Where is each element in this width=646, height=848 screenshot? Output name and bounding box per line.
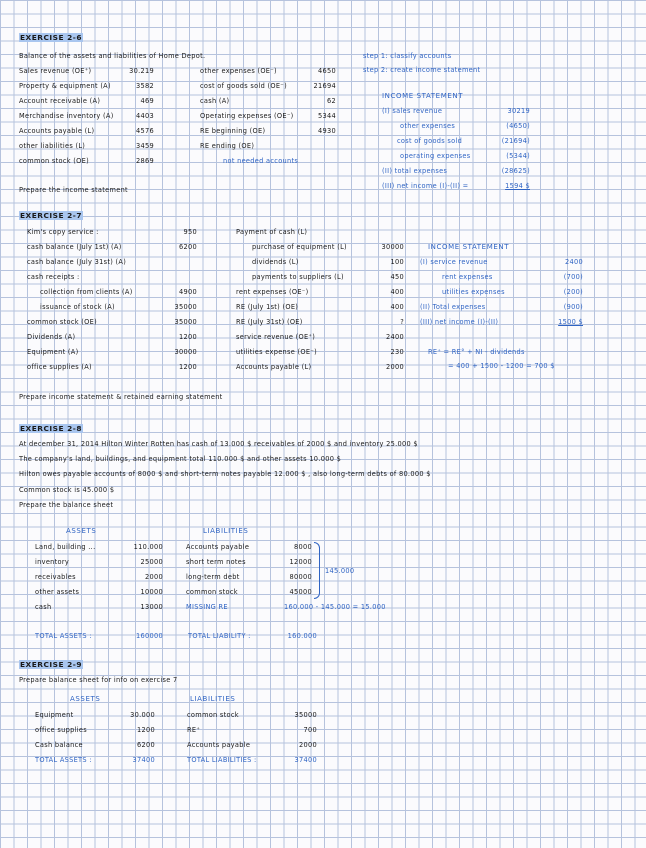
ex6-row: Merchandise inventory (A) 4403 [19, 112, 154, 120]
ex9-total-assets: 37400 [132, 756, 155, 764]
ex7-row: RE (July 1st) (OE) 400 [236, 303, 404, 311]
ex6-row: other expenses (OE⁻) 4650 [200, 67, 336, 75]
asset-row: other assets 10000 [35, 588, 163, 596]
ex9-total-liab-label: TOTAL LIABILITIES : [187, 756, 257, 764]
ex6-row: cost of goods sold (OE⁻) 21694 [200, 82, 336, 90]
ex7-row: collection from clients (A) 4900 [40, 288, 197, 296]
ex7-row: RE (July 31st) (OE) ? [236, 318, 404, 326]
asset-row: office supplies 1200 [35, 726, 155, 734]
inc-value: (900) [563, 303, 583, 311]
ex9-assets-title: ASSETS [70, 695, 101, 703]
ex7-row: utilities expense (OE⁻) 230 [236, 348, 404, 356]
ex7-row: purchase of equipment (L) 30000 [252, 243, 404, 251]
ex8-title: EXERCISE 2-8 [20, 424, 82, 433]
inc-value: (700) [563, 273, 583, 281]
ex6-income-title: INCOME STATEMENT [382, 92, 464, 100]
inc-value: 30219 [507, 107, 530, 115]
inc-label: other expenses [400, 122, 456, 130]
net-income-value: 1594 $ [505, 182, 530, 190]
ex7-row: office supplies (A) 1200 [27, 363, 197, 371]
ex7-title: EXERCISE 2-7 [20, 211, 82, 220]
ex8-total-liab: 160.000 [287, 632, 317, 640]
missing-re-label: MISSING RE [186, 603, 228, 611]
ex8-assets-title: ASSETS [66, 527, 97, 535]
inc-label: (II) Total expenses [420, 303, 486, 311]
inc-value: (4650) [506, 122, 530, 130]
brace-total: 145.000 [325, 567, 355, 575]
ex7-row: Kim's copy service : 950 [27, 228, 197, 236]
ex7-prepare: Prepare income statement & retained earning statement [19, 393, 223, 401]
ex8-total-assets-label: TOTAL ASSETS : [35, 632, 92, 640]
ex6-prepare: Prepare the income statement [19, 186, 128, 194]
ex7-row: Accounts payable (L) 2000 [236, 363, 404, 371]
ex6-row: other liabilities (L) 3459 [19, 142, 154, 150]
liabilities-brace [314, 542, 320, 599]
inc-label: (I) sales revenue [382, 107, 443, 115]
ex8-total-liab-label: TOTAL LIABILITY : [188, 632, 251, 640]
ex6-row: cash (A) 62 [200, 97, 336, 105]
asset-row: inventory 25000 [35, 558, 163, 566]
ex6-row: Operating expenses (OE⁻) 5344 [200, 112, 336, 120]
ex7-row: Dividends (A) 1200 [27, 333, 197, 341]
ex6-row: RE ending (OE) [200, 142, 255, 150]
ex8-text: Prepare the balance sheet [19, 501, 114, 509]
liability-row: long-term debt 80000 [186, 573, 312, 581]
ex9-total-assets-label: TOTAL ASSETS : [35, 756, 92, 764]
ex7-row: dividends (L) 100 [252, 258, 404, 266]
net-income-value: 1500 $ [558, 318, 583, 326]
ex6-row: common stock (OE) 2869 [19, 157, 154, 165]
inc-label: (II) total expenses [382, 167, 448, 175]
ex6-row: Property & equipment (A) 3582 [19, 82, 154, 90]
ex8-text: Common stock is 45.000 $ [19, 486, 115, 494]
ex8-total-assets: 160000 [136, 632, 163, 640]
missing-re-calc: 160.000 - 145.000 = 15.000 [284, 603, 386, 611]
step-1: step 1: classify accounts [363, 52, 452, 60]
inc-label: (I) service revenue [420, 258, 488, 266]
inc-label: cost of goods sold [397, 137, 463, 145]
ex6-row: Sales revenue (OE⁺) 30.219 [19, 67, 154, 75]
ex7-row: common stock (OE) 35000 [27, 318, 197, 326]
ex7-row: issuance of stock (A) 35000 [40, 303, 197, 311]
liability-row: RE⁺ 700 [187, 726, 317, 734]
inc-value: (5344) [506, 152, 530, 160]
ex7-row: service revenue (OE⁺) 2400 [236, 333, 404, 341]
ex6-intro: Balance of the assets and liabilities of Home Depot. [19, 52, 206, 60]
ex6-title: EXERCISE 2-6 [20, 33, 82, 42]
ex7-income-title: INCOME STATEMENT [428, 243, 510, 251]
ex7-row: Payment of cash (L) [236, 228, 308, 236]
inc-value: (28625) [501, 167, 530, 175]
ex7-row: cash balance (July 31st) (A) [27, 258, 127, 266]
inc-label: rent expenses [442, 273, 493, 281]
ex9-prepare: Prepare balance sheet for info on exercise 7 [19, 676, 178, 684]
ex6-row: RE beginning (OE) 4930 [200, 127, 336, 135]
ex7-row: rent expenses (OE⁻) 400 [236, 288, 404, 296]
liability-row: Accounts payable 8000 [186, 543, 312, 551]
asset-row: receivables 2000 [35, 573, 163, 581]
ex9-total-liab: 37400 [294, 756, 317, 764]
ex7-row: cash balance (July 1st) (A) 6200 [27, 243, 197, 251]
ex7-row: payments to suppliers (L) 450 [252, 273, 404, 281]
inc-label: (III) net income (I)-(II) = [382, 182, 469, 190]
liability-row: common stock 45000 [186, 588, 312, 596]
not-needed-note: not needed accounts [223, 157, 299, 165]
inc-value: (200) [563, 288, 583, 296]
ex8-text: The company's land, buildings, and equipment total 110.000 $ and other assets 10.000 $ [19, 455, 342, 463]
liability-row: common stock 35000 [187, 711, 317, 719]
asset-row: Cash balance 6200 [35, 741, 155, 749]
step-2: step 2: create income statement [363, 66, 481, 74]
liability-row: Accounts payable 2000 [187, 741, 317, 749]
ex9-liab-title: LIABILITIES [190, 695, 236, 703]
ex8-liab-title: LIABILITIES [203, 527, 249, 535]
inc-value: 2400 [565, 258, 583, 266]
ex6-row: Accounts payable (L) 4576 [19, 127, 154, 135]
ex7-row: cash receipts : [27, 273, 80, 281]
re-formula: RE⁺ = RE° + NI - dividends [428, 348, 525, 356]
re-calc: = 400 + 1500 - 1200 = 700 $ [448, 362, 555, 370]
inc-label: utilities expenses [442, 288, 505, 296]
asset-row: Land, building ... 110.000 [35, 543, 163, 551]
ex8-text: Hilton owes payable accounts of 8000 $ and short-term notes payable 12.000 $ , also long-term debts of 80.000 $ [19, 470, 431, 478]
inc-value: (21694) [501, 137, 530, 145]
ex8-text: At december 31, 2014 Hilton Winter Rotten has cash of 13.000 $ receivables of 2000 $ and inventory 25.000 $ [19, 440, 418, 448]
inc-label: operating expenses [400, 152, 471, 160]
asset-row: cash 13000 [35, 603, 163, 611]
ex6-row: Account receivable (A) 469 [19, 97, 154, 105]
liability-row: short term notes 12000 [186, 558, 312, 566]
ex9-title: EXERCISE 2-9 [20, 660, 82, 669]
asset-row: Equipment 30.000 [35, 711, 155, 719]
inc-label: (III) net income (I)-(II) [420, 318, 499, 326]
ex7-row: Equipment (A) 30000 [27, 348, 197, 356]
